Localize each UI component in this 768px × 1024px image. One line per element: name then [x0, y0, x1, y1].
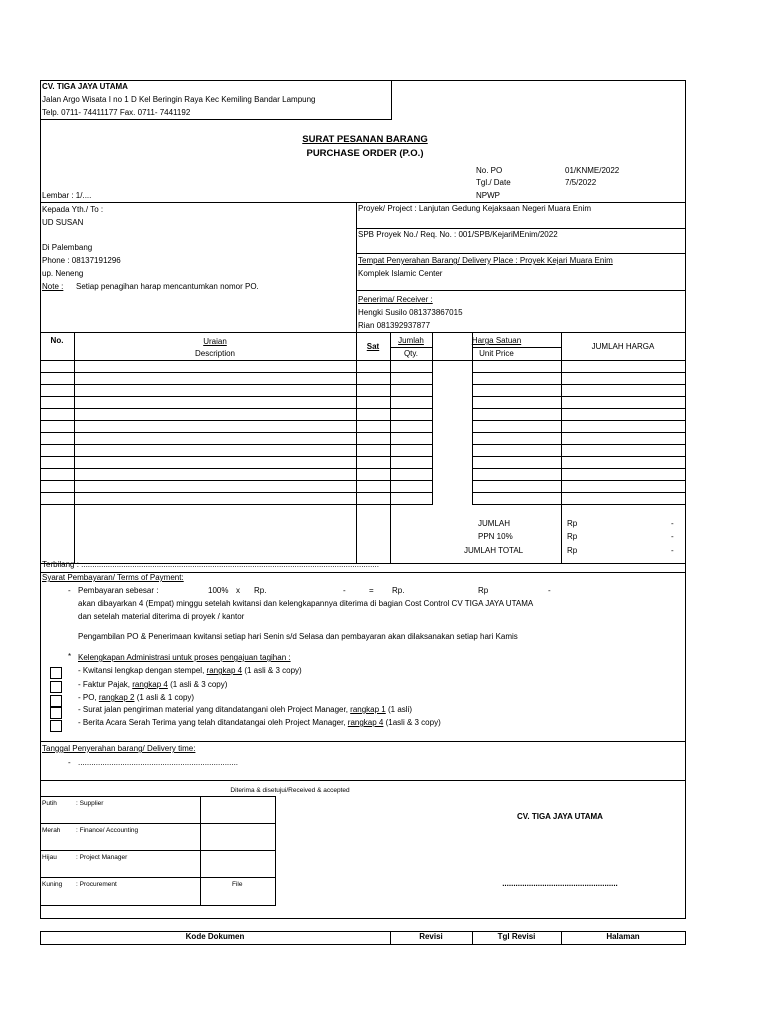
- table-row: [40, 468, 432, 469]
- col-line: [74, 332, 75, 563]
- payment-line4: Pengambilan PO & Penerimaan kwitansi setiap hari Senin s/d Selasa dan pembayaran akan dilaksanakan setiap hari Kamis: [78, 632, 518, 641]
- dist-dest: : Finance/ Accounting: [76, 827, 139, 834]
- total-dash: -: [671, 519, 674, 528]
- table-top: [40, 332, 685, 333]
- th-uraian: Uraian: [203, 337, 227, 346]
- table-row: [472, 480, 685, 481]
- payment-heading: Syarat Pembayaran/ Terms of Payment:: [42, 573, 184, 582]
- company-name: CV. TIGA JAYA UTAMA: [42, 82, 128, 91]
- total-jumlah-label: JUMLAH: [478, 519, 511, 528]
- checklist-item: - Kwitansi lengkap dengan stempel, rangkap 4 (1 asli & 3 copy): [78, 666, 302, 675]
- dist-color: Hijau: [42, 854, 57, 861]
- table-row: [472, 492, 685, 493]
- checklist-checkbox[interactable]: [50, 707, 62, 719]
- th-unit-price: Unit Price: [479, 349, 514, 358]
- project-name: Proyek/ Project : Lanjutan Gedung Kejaksaan Negeri Muara Enim: [358, 204, 592, 213]
- table-row: [472, 408, 685, 409]
- note-text: Setiap penagihan harap mencantumkan nomor PO.: [76, 282, 259, 291]
- dist-extra: File: [232, 881, 243, 888]
- title-line1: SURAT PESANAN BARANG: [302, 134, 428, 145]
- table-row: [472, 384, 685, 385]
- divider: [40, 780, 685, 781]
- payment-bullet: -: [68, 586, 71, 595]
- th-harga-satuan: Harga Satuan: [471, 336, 522, 345]
- th-description: Description: [194, 349, 235, 358]
- divider: [356, 253, 685, 254]
- table-row: [472, 432, 685, 433]
- table-row: [472, 456, 685, 457]
- payment-line2: akan dibayarkan 4 (Empat) minggu setelah kwitansi dan kelengkapannya diterima di bagian Cost Control CV TIGA JAYA UTAMA: [78, 599, 534, 608]
- no-po-value: 01/KNME/2022: [565, 166, 620, 175]
- ppn-dash: -: [671, 532, 674, 541]
- no-po-label: No. PO: [476, 166, 503, 175]
- table-row: [472, 444, 685, 445]
- delivery-time-label: Tanggal Penyerahan barang/ Delivery time:: [42, 744, 196, 753]
- checklist-heading: Kelengkapan Administrasi untuk proses pengajuan tagihan :: [78, 653, 291, 662]
- to-city: Di Palembang: [42, 243, 93, 252]
- grand-total-rp: Rp: [567, 546, 578, 555]
- grand-total-dash: -: [671, 546, 674, 555]
- th-qty: Qty.: [403, 349, 419, 358]
- table-row: [40, 384, 432, 385]
- table-row: [472, 420, 685, 421]
- company-phone: Telp. 0711- 74411177 Fax. 0711- 7441192: [42, 108, 191, 117]
- header-split: [472, 347, 561, 348]
- payment-x: x: [236, 586, 240, 595]
- ppn-label: PPN 10%: [478, 532, 513, 541]
- row-line: [40, 823, 275, 824]
- checklist-checkbox[interactable]: [50, 681, 62, 693]
- row-line: [40, 877, 275, 878]
- th-no: No.: [50, 336, 64, 345]
- table-row: [40, 492, 432, 493]
- to-up: up. Neneng: [42, 269, 84, 278]
- footer-revisi: Revisi: [419, 932, 443, 941]
- payment-eq: =: [369, 586, 374, 595]
- table-row: [472, 504, 685, 505]
- to-label: Kepada Yth./ To :: [42, 205, 104, 214]
- dist-color: Putih: [42, 800, 57, 807]
- table-row: [40, 480, 432, 481]
- dist-dest: : Project Manager: [76, 854, 128, 861]
- ppn-rp: Rp: [567, 532, 578, 541]
- col-line: [390, 332, 391, 563]
- dist-color: Merah: [42, 827, 61, 834]
- table-row: [40, 456, 432, 457]
- payment-rp3: Rp: [478, 586, 489, 595]
- table-row: [472, 468, 685, 469]
- terbilang: Terbilang : ......................................................................................................................................: [42, 560, 379, 569]
- th-jumlah-harga: JUMLAH HARGA: [591, 342, 655, 351]
- lembar: Lembar : 1/....: [42, 191, 92, 200]
- date-value: 7/5/2022: [565, 178, 597, 187]
- receiver-label: Penerima/ Receiver :: [358, 295, 433, 304]
- checklist-item: - Surat jalan pengiriman material yang ditandatangani oleh Project Manager, rangkap 1 (1 asli): [78, 705, 412, 714]
- signature-company: CV. TIGA JAYA UTAMA: [517, 812, 603, 821]
- payment-rp2: Rp.: [392, 586, 405, 595]
- table-row: [472, 396, 685, 397]
- row-line: [40, 850, 275, 851]
- table-row: [40, 444, 432, 445]
- divider: [40, 741, 685, 742]
- signature-line: ....................................................: [502, 879, 618, 888]
- checklist-checkbox[interactable]: [50, 667, 62, 679]
- to-project-divider: [356, 202, 357, 332]
- payment-dash: -: [343, 586, 346, 595]
- table-row: [472, 372, 685, 373]
- title-line2: PURCHASE ORDER (P.O.): [306, 148, 424, 159]
- note-label: Note :: [42, 282, 64, 291]
- total-rp: Rp: [567, 519, 578, 528]
- dist-color: Kuning: [42, 881, 63, 888]
- delivery-time-value: ........................................................................: [78, 758, 239, 767]
- delivery-time-dash: -: [68, 758, 71, 767]
- footer-kode: Kode Dokumen: [185, 932, 245, 941]
- th-jumlah: Jumlah: [398, 336, 424, 345]
- checklist-item: - PO, rangkap 2 (1 asli & 1 copy): [78, 693, 195, 702]
- th-sat: Sat: [366, 342, 380, 351]
- accepted-caption: Diterima & disetujui/Received & accepted: [230, 787, 350, 794]
- payment-line1-label: Pembayaran sebesar :: [78, 586, 159, 595]
- table-header-bottom: [40, 360, 685, 361]
- payment-pct: 100%: [208, 586, 229, 595]
- checklist-item: - Faktur Pajak, rangkap 4 (1 asli & 3 copy): [78, 680, 228, 689]
- col-line: [356, 332, 357, 563]
- col-line: [561, 332, 562, 563]
- divider: [356, 290, 685, 291]
- delivery-place: Tempat Penyerahan Barang/ Delivery Place : Proyek Kejari Muara Enim: [358, 256, 613, 265]
- to-name: UD SUSAN: [42, 218, 84, 227]
- dist-dest: : Procurement: [76, 881, 117, 888]
- table-row: [40, 432, 432, 433]
- company-address: Jalan Argo Wisata I no 1 D Kel Beringin Raya Kec Kemiling Bandar Lampung: [42, 95, 316, 104]
- divider: [356, 228, 685, 229]
- receiver-1: Hengki Susilo 081373867015: [358, 308, 463, 317]
- table-row: [40, 504, 432, 505]
- footer-halaman: Halaman: [606, 932, 640, 941]
- payment-line3: dan setelah material diterima di proyek / kantor: [78, 612, 245, 621]
- to-phone: Phone : 08137191296: [42, 256, 121, 265]
- checklist-checkbox[interactable]: [50, 720, 62, 732]
- npwp-label: NPWP: [476, 191, 500, 200]
- footer-tgl-revisi: Tgl Revisi: [497, 932, 536, 941]
- section-divider: [40, 202, 685, 203]
- date-label: Tgl./ Date: [476, 178, 511, 187]
- receiver-2: Rian 081392937877: [358, 321, 431, 330]
- payment-rp1: Rp.: [254, 586, 267, 595]
- payment-dash2: -: [548, 586, 551, 595]
- header-split: [390, 347, 432, 348]
- checklist-star: *: [68, 652, 72, 661]
- grand-total-label: JUMLAH TOTAL: [464, 546, 524, 555]
- dist-dest: : Supplier: [76, 800, 104, 807]
- checklist-item: - Berita Acara Serah Terima yang telah ditandatangai oleh Project Manager, rangkap 4 (1asli & 3 copy): [78, 718, 441, 727]
- table-row: [40, 408, 432, 409]
- spb-number: SPB Proyek No./ Req. No. : 001/SPB/KejariMEnim/2022: [358, 230, 558, 239]
- checklist-checkbox[interactable]: [50, 695, 62, 707]
- table-row: [40, 372, 432, 373]
- table-row: [40, 396, 432, 397]
- delivery-place-2: Komplek Islamic Center: [358, 269, 443, 278]
- table-row: [40, 420, 432, 421]
